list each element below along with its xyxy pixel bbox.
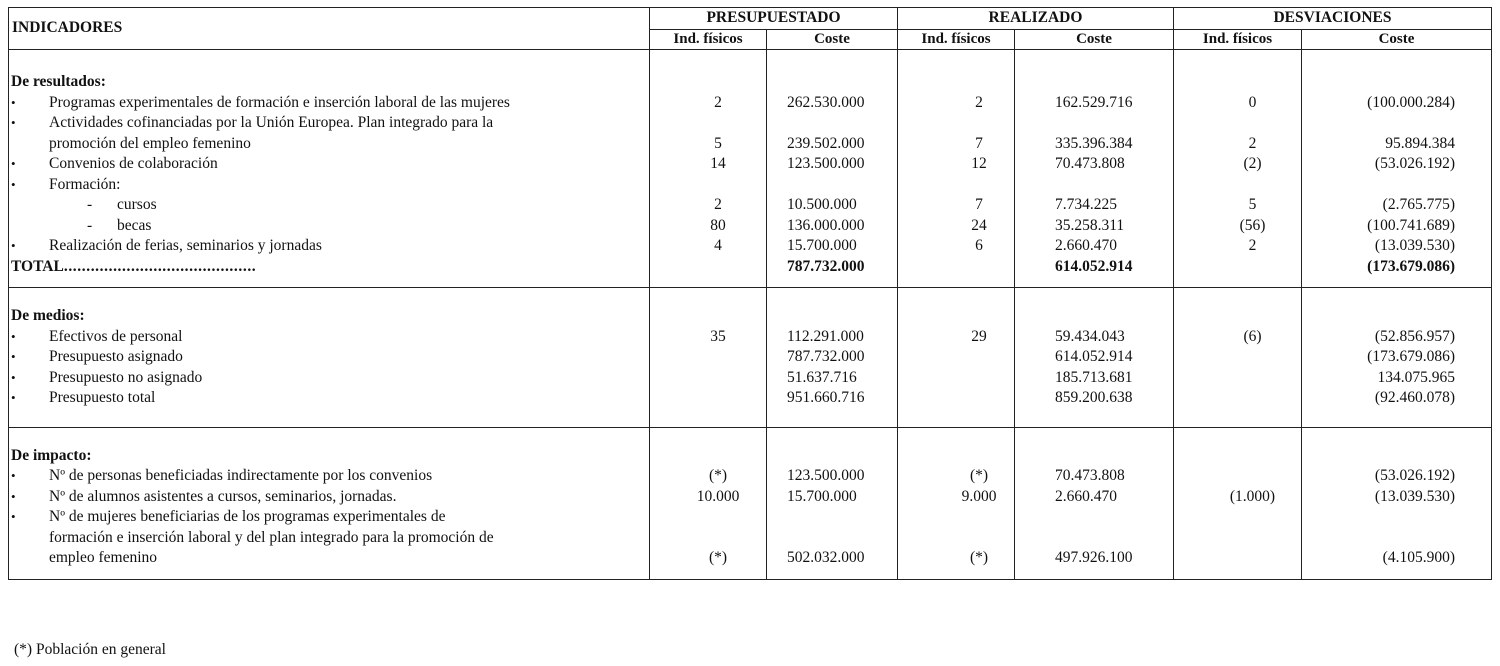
table-row: • Nº de mujeres beneficiarias de los programas experimentales de: [9, 507, 1492, 528]
bullet-icon: •: [11, 94, 16, 110]
bullet-icon: •: [11, 156, 16, 171]
bullet-icon: •: [11, 176, 16, 192]
header-d-ind: Ind. físicos: [1174, 30, 1302, 50]
header-indicadores: INDICADORES: [9, 8, 650, 50]
table-row: • Nº de alumnos asistentes a cursos, seminarios, jornadas. 10.000 15.700.000 9.000 2.660.470 (1.000) (13.039.530): [9, 487, 1492, 508]
table-row: - cursos 2 10.500.000 7 7.734.225 5 (2.765.775): [9, 195, 1492, 216]
dash-icon: -: [87, 216, 93, 234]
indicators-table: [8, 7, 1492, 580]
header-desviaciones: DESVIACIONES: [1174, 8, 1492, 30]
header-realizado: REALIZADO: [898, 8, 1174, 30]
bullet-icon: •: [11, 115, 16, 130]
table-row: • Presupuesto total 951.660.716 859.200.638 (92.460.078): [9, 388, 1492, 409]
header-p-ind: Ind. físicos: [650, 30, 767, 50]
table-row: • Formación:: [9, 175, 1492, 196]
bullet-icon: •: [11, 509, 16, 524]
header-p-coste: Coste: [767, 30, 898, 50]
section-resultados-title: De resultados:: [9, 72, 1492, 93]
table-row: empleo femenino (*) 502.032.000 (*) 497.926.100 (4.105.900): [9, 548, 1492, 569]
table-row: promoción del empleo femenino 5 239.502.000 7 335.396.384 2 95.894.384: [9, 134, 1492, 155]
table-row: - becas 80 136.000.000 24 35.258.311 (56) (100.741.689): [9, 216, 1492, 237]
header-presupuestado: PRESUPUESTADO: [650, 8, 898, 30]
header-row-groups: [9, 8, 1492, 30]
bullet-icon: •: [11, 390, 16, 405]
total-row: TOTAL........................................... 787.732.000 614.052.914 (173.679.086): [9, 257, 1492, 278]
header-r-ind: Ind. físicos: [898, 30, 1015, 50]
bullet-icon: •: [11, 369, 16, 385]
table-row: • Presupuesto asignado 787.732.000 614.052.914 (173.679.086): [9, 347, 1492, 368]
table-row: • Programas experimentales de formación e inserción laboral de las mujeres 2 262.530.000 2 162.529.716 0 (100.000.284): [9, 93, 1492, 114]
table-row: • Convenios de colaboración 14 123.500.000 12 70.473.808 (2) (53.026.192): [9, 154, 1492, 175]
table-row: • Efectivos de personal 35 112.291.000 29 59.434.043 (6) (52.856.957): [9, 327, 1492, 348]
bullet-icon: •: [11, 349, 16, 364]
table-row: • Actividades cofinanciadas por la Unión Europea. Plan integrado para la: [9, 113, 1492, 134]
table-row: • Realización de ferias, seminarios y jornadas 4 15.700.000 6 2.660.470 2 (13.039.530): [9, 236, 1492, 257]
bullet-icon: •: [11, 328, 16, 344]
table-row: • Presupuesto no asignado 51.637.716 185.713.681 134.075.965: [9, 368, 1492, 389]
section-medios-title: De medios:: [9, 306, 1492, 327]
footnote: (*) Población en general: [14, 641, 166, 658]
dash-icon: -: [87, 196, 93, 213]
section-impacto-title: De impacto:: [9, 446, 1492, 467]
bullet-icon: •: [11, 468, 16, 483]
table-row: formación e inserción laboral y del plan integrado para la promoción de: [9, 528, 1492, 549]
header-r-coste: Coste: [1015, 30, 1174, 50]
header-d-coste: Coste: [1302, 30, 1492, 50]
bullet-icon: •: [11, 238, 16, 253]
bullet-icon: •: [11, 488, 16, 504]
table-row: • Nº de personas beneficiadas indirectamente por los convenios (*) 123.500.000 (*) 70.473.808 (53.026.192): [9, 466, 1492, 487]
